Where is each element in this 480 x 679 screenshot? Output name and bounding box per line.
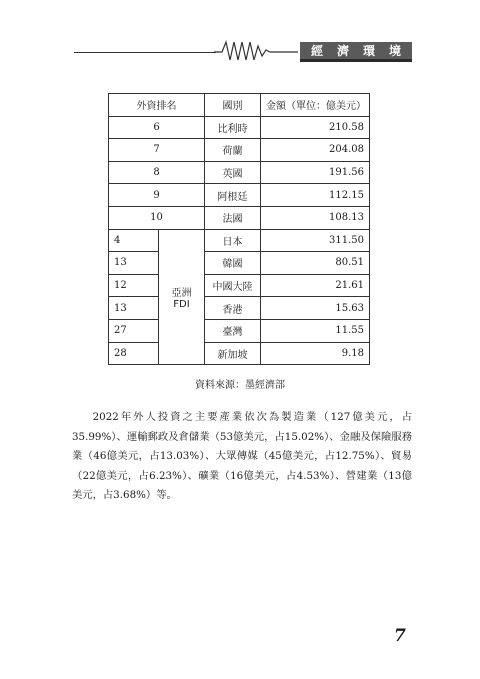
country-cell: 新加坡 xyxy=(205,342,261,365)
amount-cell: 80.51 xyxy=(261,252,370,275)
page-header xyxy=(0,0,480,70)
table-row xyxy=(109,161,370,184)
amount-cell: 9.18 xyxy=(261,342,370,365)
amount-cell: 108.13 xyxy=(261,206,370,229)
country-cell: 比利時 xyxy=(205,116,261,139)
country-cell: 韓國 xyxy=(205,252,261,275)
rank-cell: 13 xyxy=(109,297,159,320)
rank-cell: 27 xyxy=(109,319,159,342)
asia-fdi-group-label: 亞洲FDI xyxy=(159,229,205,365)
section-title-char: 環 xyxy=(362,44,375,58)
amount-cell: 11.55 xyxy=(261,319,370,342)
rank-cell: 13 xyxy=(109,252,159,275)
section-title-char: 境 xyxy=(388,44,401,58)
table-row xyxy=(109,274,370,297)
rank-cell: 9 xyxy=(109,184,205,207)
rank-cell: 12 xyxy=(109,274,159,297)
country-cell: 日本 xyxy=(205,229,261,252)
table-row xyxy=(109,116,370,139)
country-cell: 荷蘭 xyxy=(205,139,261,162)
amount-cell: 210.58 xyxy=(261,116,370,139)
country-cell: 阿根廷 xyxy=(205,184,261,207)
rank-cell: 28 xyxy=(109,342,159,365)
body-paragraph: 2022年外人投資之主要產業依次為製造業（127億美元，占35.99%）、運輸郵政及倉儲業（53億美元，占15.02%）、金融及保險服務業（46億美元，占13.03%）、大眾傳媒（45億美元，占12.75%）、貿易（22億美元，占6.23%）、礦業（16億美元，占4.53%）、營建業（13億美元，占3.68%）等。 xyxy=(72,411,412,501)
country-cell: 英國 xyxy=(205,161,261,184)
table-row xyxy=(109,139,370,162)
rank-cell: 10 xyxy=(109,206,205,229)
table-source-note: 資料來源：墨經濟部 xyxy=(195,380,285,391)
table-row xyxy=(109,252,370,275)
header-rank: 外資排名 xyxy=(109,94,205,117)
header-rule xyxy=(74,52,216,53)
amount-cell: 191.56 xyxy=(261,161,370,184)
section-title-char: 濟 xyxy=(336,44,349,58)
rank-cell: 7 xyxy=(109,139,205,162)
amount-cell: 15.63 xyxy=(261,297,370,320)
section-title-char: 經 xyxy=(310,44,323,58)
table-header-row xyxy=(109,94,370,117)
amount-cell: 112.15 xyxy=(261,184,370,207)
pulse-wave-icon xyxy=(214,38,298,64)
table-row xyxy=(109,184,370,207)
page-number: 7 xyxy=(394,626,406,646)
fdi-ranking-table xyxy=(108,93,370,365)
rank-cell: 6 xyxy=(109,116,205,139)
country-cell: 臺灣 xyxy=(205,319,261,342)
country-cell: 法國 xyxy=(205,206,261,229)
amount-cell: 21.61 xyxy=(261,274,370,297)
body-text xyxy=(72,408,412,506)
table-row xyxy=(109,297,370,320)
rank-cell: 4 xyxy=(109,229,159,252)
amount-cell: 311.50 xyxy=(261,229,370,252)
rank-cell: 8 xyxy=(109,161,205,184)
header-country: 國別 xyxy=(205,94,261,117)
table-row xyxy=(109,319,370,342)
section-title-box xyxy=(300,42,412,62)
table-row xyxy=(109,229,370,252)
amount-cell: 204.08 xyxy=(261,139,370,162)
table-row xyxy=(109,206,370,229)
header-amount: 金額（單位：億美元） xyxy=(261,94,370,117)
country-cell: 香港 xyxy=(205,297,261,320)
table-row xyxy=(109,342,370,365)
country-cell: 中國大陸 xyxy=(205,274,261,297)
